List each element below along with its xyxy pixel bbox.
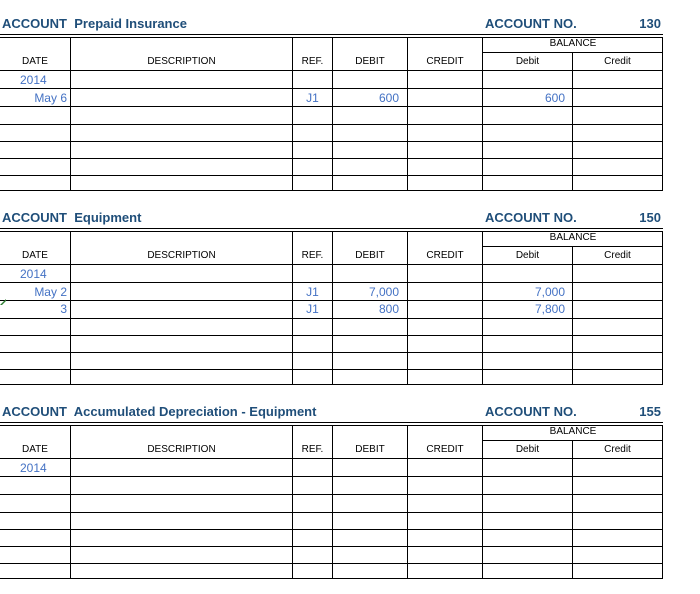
col-balance-credit: Credit — [604, 444, 631, 455]
account-no-label: ACCOUNT NO. — [485, 404, 577, 419]
account-no: 130 — [639, 16, 661, 31]
ledger-prepaid-insurance — [0, 6, 663, 186]
col-description: DESCRIPTION — [147, 250, 216, 261]
col-description: DESCRIPTION — [147, 444, 216, 455]
account-no-label: ACCOUNT NO. — [485, 16, 577, 31]
col-description: DESCRIPTION — [147, 56, 216, 67]
account-name: Equipment — [74, 210, 142, 225]
col-debit: DEBIT — [355, 56, 385, 67]
ref-cell: J1 — [306, 302, 319, 316]
year-cell: 2014 — [20, 267, 47, 281]
date-cell: May 6 — [34, 91, 67, 105]
col-balance-credit: Credit — [604, 56, 631, 67]
col-debit: DEBIT — [355, 444, 385, 455]
col-debit: DEBIT — [355, 250, 385, 261]
balance-debit-cell: 7,800 — [534, 302, 565, 316]
col-date: DATE — [22, 250, 48, 261]
date-cell: May 2 — [34, 285, 67, 299]
account-no: 150 — [639, 210, 661, 225]
ledger-equipment — [0, 200, 663, 380]
account-label: ACCOUNT — [2, 210, 67, 225]
account-name: Prepaid Insurance — [74, 16, 187, 31]
balance-debit-cell: 7,000 — [534, 285, 565, 299]
col-ref: REF. — [301, 444, 324, 455]
ledger-accumulated-depreciation — [0, 394, 663, 574]
col-credit: CREDIT — [426, 56, 464, 67]
ledger-grid — [0, 394, 663, 574]
col-credit: CREDIT — [426, 444, 464, 455]
balance-debit-cell: 600 — [544, 91, 565, 105]
year-cell: 2014 — [20, 461, 47, 475]
account-no: 155 — [639, 404, 661, 419]
ref-cell: J1 — [306, 91, 319, 105]
col-ref: REF. — [301, 250, 324, 261]
col-balance: BALANCE — [549, 426, 597, 437]
col-balance-debit: Debit — [515, 444, 540, 455]
col-ref: REF. — [301, 56, 324, 67]
account-label: ACCOUNT — [2, 16, 67, 31]
year-cell: 2014 — [20, 73, 47, 87]
col-balance: BALANCE — [549, 232, 597, 243]
debit-cell: 600 — [378, 91, 399, 105]
col-date: DATE — [22, 444, 48, 455]
account-label: ACCOUNT — [2, 404, 67, 419]
account-no-label: ACCOUNT NO. — [485, 210, 577, 225]
col-balance-debit: Debit — [515, 56, 540, 67]
date-cell: 3 — [60, 302, 67, 316]
debit-cell: 800 — [378, 302, 399, 316]
col-date: DATE — [22, 56, 48, 67]
col-credit: CREDIT — [426, 250, 464, 261]
col-balance-credit: Credit — [604, 250, 631, 261]
col-balance: BALANCE — [549, 38, 597, 49]
col-balance-debit: Debit — [515, 250, 540, 261]
account-name: Accumulated Depreciation - Equipment — [73, 404, 317, 419]
ref-cell: J1 — [306, 285, 319, 299]
debit-cell: 7,000 — [368, 285, 399, 299]
